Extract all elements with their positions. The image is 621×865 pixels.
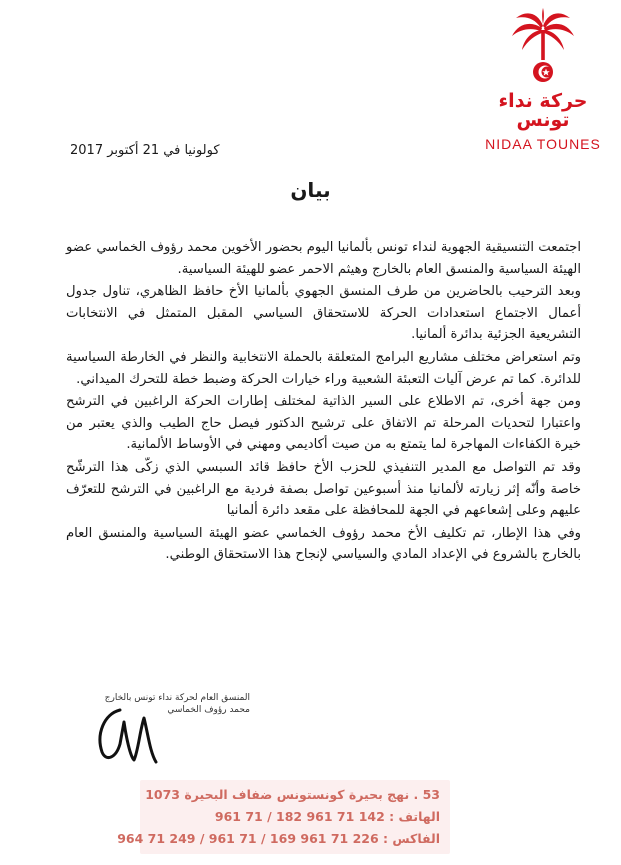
paragraph: ومن جهة أخرى، تم الاطلاع على السير الذاتية لمختلف إطارات الحركة الراغبين في الترشح واعتبارا لتحديات المرحلة تم الاتفاق على ترشيح الدكتور فيصل حاج الطيب والذي يعتبر من خيرة الكفاءات المهاجرة لما يتمتع به من صيت أكاديمي ومهني في الأوساط الألمانية.	[66, 394, 581, 453]
footer-fax: الفاكس : 226 71 961 169 / 71 961 / 249 71 964	[117, 831, 440, 846]
logo-arabic-name: حركة نداء تونس	[498, 90, 588, 131]
footer-phone: الهاتف : 142 71 961 182 / 71 961	[214, 809, 440, 824]
paragraph: وتم استعراض مختلف مشاريع البرامج المتعلقة بالحملة الانتخابية والنظر في الخارطة السياسية للدائرة. كما تم عرض آليات التعبئة الشعبية وراء خيارات الحركة وضبط خطة للتحرك الميداني.	[66, 349, 581, 387]
logo-english-name: NIDAA TOUNES	[485, 136, 601, 152]
paragraph: وفي هذا الإطار، تم تكليف الأخ محمد رؤوف الخماسي عضو الهيئة السياسية والمنسق العام بالخارج بالشروع في الإعداد المادي والسياسي لإنجاح هذا الاستحقاق الوطني.	[66, 525, 581, 563]
nidaa-tounes-logo	[483, 8, 603, 152]
handwritten-signature-icon	[90, 700, 160, 770]
statement-body	[66, 237, 581, 567]
paragraph: وقد تم التواصل مع المدير التنفيذي للحزب الأخ حافظ قائد السبسي الذي زكّى هذا الترشّح خاصة وأنّه إثر زيارته لألمانيا منذ أسبوعين تواصل بصفة فردية مع الراغبين في الترشح للتعرّف عليهم وعلى إشعاعهم في الجهة للمحافظة على مقعد دائرة ألمانيا	[66, 459, 581, 519]
letterhead-footer	[117, 784, 440, 850]
date-line: كولونيا في 21 أكتوبر 2017	[70, 143, 220, 158]
paragraph: وبعد الترحيب بالحاضرين من طرف المنسق الجهوي بألمانيا الأخ حافظ الظاهري، تناول جدول أعمال الاجتماع استعدادات الحركة للاستحقاق السياسي المقبل المتمثل في الانتخابات التشريعية الجزئية بدائرة ألمانيا.	[66, 284, 581, 343]
palm-tree-icon	[508, 8, 578, 88]
paragraph: اجتمعت التنسيقية الجهوية لنداء تونس بألمانيا اليوم بحضور الأخوين محمد رؤوف الخماسي عضو الهيئة السياسية والمنسق العام بالخارج وهيثم الاحمر عضو للهيئة السياسية.	[66, 240, 581, 277]
signatory-name: محمد رؤوف الخماسي	[167, 705, 250, 715]
document-title: بيان	[290, 178, 331, 202]
signatory-role: المنسق العام لحركة نداء تونس بالخارج	[104, 693, 250, 703]
footer-address: 53 . نهج بحيرة كونستونس ضفاف البحيرة 1073	[145, 787, 440, 802]
signature-block	[80, 692, 250, 787]
